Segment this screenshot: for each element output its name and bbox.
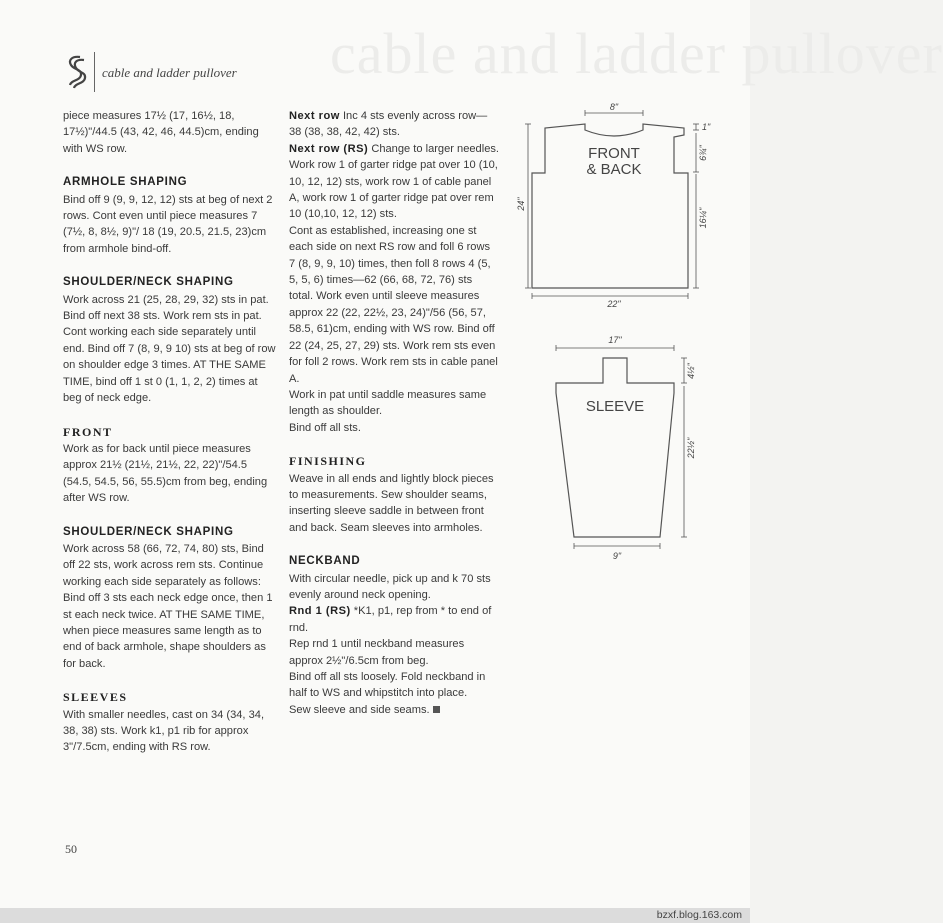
next-row-rs-label: Next row (RS)	[289, 142, 369, 155]
repeat-paragraph: Rep rnd 1 until neckband measures approx 2½"/6.5cm from beg.	[289, 638, 465, 667]
dimension-saddle: 4½"	[686, 363, 696, 379]
neckband-paragraph: With circular needle, pick up and k 70 sts evenly around neck opening.	[289, 572, 491, 601]
dimension-side-length: 16¼"	[698, 207, 708, 229]
bind-off-paragraph: Bind off all sts.	[289, 421, 361, 434]
saddle-paragraph: Work in pat until saddle measures same length as shoulder.	[289, 388, 487, 418]
sleeve-label: SLEEVE	[585, 398, 645, 415]
body-label-front: FRONT	[588, 145, 640, 162]
continue-paragraph: Cont as established, increasing one st each side on next RS row and foll 6 rows 7 (8, 9, 9, 10) times, then foll 8 rows 4 (5, 5, 5, 6) times—62 (66, 68, 72, 76) sts total. Work even until sleeve measures approx 22 (22, 22½, 23, 24)"/56 (56, 57, 58.5, 61)cm, ending with WS row. Bind off 22 (24, 25, 27, 29) sts. Work rem sts even for foll 2 rows. Work rem sts in cable panel A.	[289, 224, 498, 385]
next-row-text: Inc 4 sts evenly across row—38 (38, 38, 42, 42) sts.	[289, 110, 488, 139]
armhole-paragraph: Bind off 9 (9, 9, 12, 12) sts at beg of next 2 rows. Cont even until piece measures 7 (7½, 8, 8½, 9)"/ 18 (19, 20.5, 21.5, 23)cm from armhole bind-off.	[63, 193, 273, 255]
page-number: 50	[65, 842, 77, 856]
finishing-paragraph: Weave in all ends and lightly block pieces to measurements. Sew shoulder seams, inserting sleeve saddle in between front and back. Seam sleeves into armholes.	[289, 472, 494, 534]
heading-shoulder-neck-shaping-back: SHOULDER/NECK SHAPING	[63, 276, 234, 289]
dimension-body-width: 22"	[607, 299, 621, 309]
dimension-armhole-depth: 6¾"	[698, 145, 708, 161]
front-paragraph: Work as for back until piece measures approx 21½ (21½, 21½, 22, 22)"/54.5 (54.5, 54.5, 56, 55.5)cm from beg, ending after WS row.	[63, 442, 268, 505]
heading-neckband: NECKBAND	[289, 555, 361, 568]
heading-sleeves: SLEEVES	[63, 690, 128, 705]
next-row-rs-text: Change to larger needles. Work row 1 of garter ridge pat over 10 (10, 10, 12, 12) sts, work row 1 of cable panel A, work row 1 of garter ridge pat over rem 10 (10,10, 12, 12) sts.	[289, 142, 499, 221]
body-label-back: & BACK	[586, 161, 642, 178]
intro-paragraph: piece measures 17½ (17, 16½, 18, 17½)"/44.5 (43, 42, 46, 44.5)cm, ending with WS row.	[63, 110, 259, 155]
watermark-footer	[0, 908, 750, 923]
dimension-cuff-width: 9"	[612, 551, 622, 561]
page-title: cable and ladder pullover	[102, 65, 237, 80]
dimension-sleeve-top: 17"	[608, 335, 622, 345]
sleeve-outline	[556, 358, 674, 537]
shoulder-front-paragraph: Work across 58 (66, 72, 74, 80) sts, Bind off 22 sts, work across rem sts. Continue working each side separately as follows: Bind off 3 sts each neck edge once, then 1 st each neck twice. AT THE SAME TIME, when piece measures same length as to end of back armhole, shape shoulders as for back.	[63, 542, 273, 670]
round-1-text: *K1, p1, rep from * to end of rnd.	[289, 605, 492, 634]
dimension-neck-depth: 1"	[702, 122, 711, 132]
dimension-sleeve-length: 22½"	[686, 437, 696, 459]
footer-watermark-text: bzxf.blog.163.com	[656, 909, 742, 921]
final-paragraph: Bind off all sts loosely. Fold neckband in half to WS and whipstitch into place.	[289, 671, 486, 700]
dimension-body-length: 24"	[516, 197, 526, 211]
background-title-watermark: cable and ladder pullover	[330, 21, 943, 86]
heading-finishing: FINISHING	[289, 454, 367, 469]
next-row-label: Next row	[289, 110, 340, 122]
heading-shoulder-neck-shaping-front: SHOULDER/NECK SHAPING	[63, 525, 234, 538]
sleeves-paragraph: With smaller needles, cast on 34 (34, 34, 38, 38) sts. Work k1, p1 rib for approx 3"/7.5cm, ending with RS row.	[63, 708, 265, 754]
heading-armhole-shaping: ARMHOLE SHAPING	[63, 176, 188, 189]
dimension-neck-width: 8"	[609, 102, 619, 112]
sew-text: Sew sleeve and side seams.	[289, 703, 430, 716]
round-1-label: Rnd 1 (RS)	[289, 605, 351, 618]
heading-front: FRONT	[63, 424, 113, 439]
shoulder-back-paragraph: Work across 21 (25, 28, 29, 32) sts in pat. Bind off next 38 sts. Work rem sts in pat. Cont working each side separately until end. Bind off 7 (8, 9, 9 10) sts at beg of row on shoulder edge 3 times. AT THE SAME TIME, bind off 1 st 0 (1, 1, 2, 2) times at beg of neck edge.	[63, 293, 276, 405]
